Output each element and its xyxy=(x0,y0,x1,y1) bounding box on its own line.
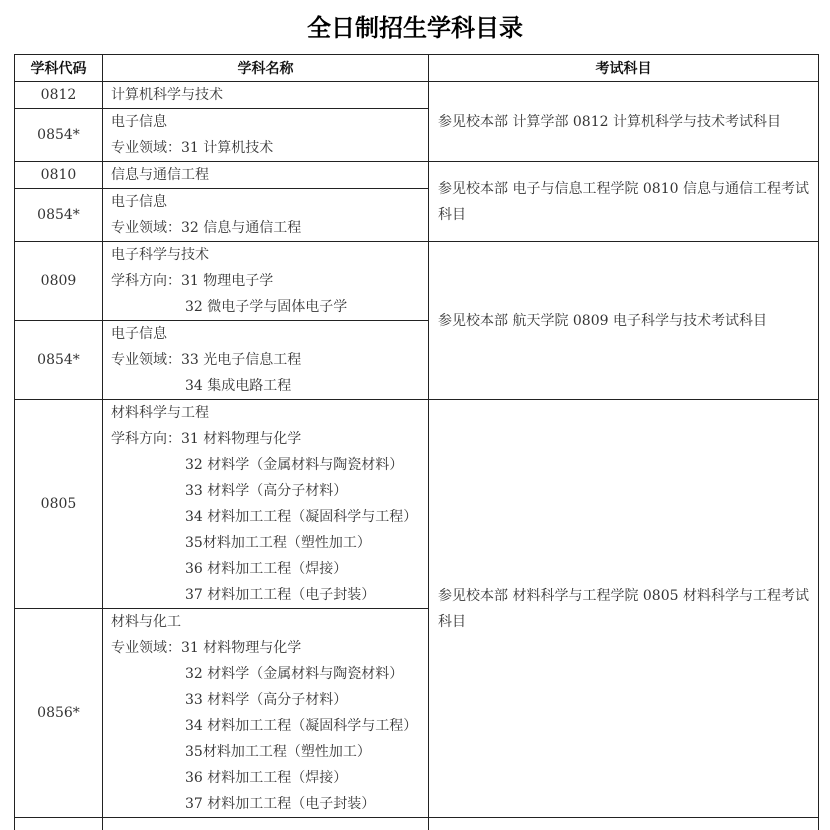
discipline-code: 0809 xyxy=(15,242,103,321)
discipline-table xyxy=(14,54,819,830)
discipline-line: 34 材料加工工程（凝固科学与工程） xyxy=(111,504,428,530)
discipline-line: 32 材料学（金属材料与陶瓷材料） xyxy=(111,452,428,478)
exam-subjects: 参见校本部 电子与信息工程学院 0810 信息与通信工程考试科目 xyxy=(429,162,819,242)
discipline-line: 32 微电子学与固体电子学 xyxy=(111,294,428,320)
table-row xyxy=(15,242,819,321)
discipline-line: 34 集成电路工程 xyxy=(111,373,428,399)
header-code: 学科代码 xyxy=(15,55,103,82)
table-row xyxy=(15,162,819,189)
discipline-line: 电子科学与技术 xyxy=(111,242,428,268)
discipline-line: 35材料加工工程（塑性加工） xyxy=(111,739,428,765)
discipline-line: 33 材料学（高分子材料） xyxy=(111,478,428,504)
page-title: 全日制招生学科目录 xyxy=(0,8,830,43)
discipline-name xyxy=(103,162,429,189)
exam-subjects: 参见校本部 计算学部 0812 计算机科学与技术考试科目 xyxy=(429,82,819,162)
discipline-line: 学科方向：31 材料物理与化学 xyxy=(111,426,428,452)
discipline-line: 35材料加工工程（塑性加工） xyxy=(111,530,428,556)
discipline-line: 材料与化工 xyxy=(111,609,428,635)
discipline-line: 32 材料学（金属材料与陶瓷材料） xyxy=(111,661,428,687)
discipline-line: 37 材料加工工程（电子封装） xyxy=(111,791,428,817)
table-row xyxy=(15,400,819,609)
discipline-name xyxy=(103,189,429,242)
discipline-line: 36 材料加工工程（焊接） xyxy=(111,765,428,791)
discipline-line: 电子信息 xyxy=(111,189,428,215)
discipline-name xyxy=(103,609,429,818)
header-exam: 考试科目 xyxy=(429,55,819,82)
discipline-code: 0810 xyxy=(15,162,103,189)
discipline-name xyxy=(103,242,429,321)
exam-subjects: 参见校本部 材料科学与工程学院 0805 材料科学与工程考试科目 xyxy=(429,400,819,818)
discipline-line: 信息与通信工程 xyxy=(111,162,428,188)
discipline-line: 36 材料加工工程（焊接） xyxy=(111,556,428,582)
discipline-name xyxy=(103,400,429,609)
discipline-name xyxy=(103,321,429,400)
discipline-line: 计算机科学与技术 xyxy=(111,82,428,108)
discipline-name xyxy=(103,82,429,109)
discipline-line: 33 材料学（高分子材料） xyxy=(111,687,428,713)
discipline-name xyxy=(103,109,429,162)
discipline-code: 0856* xyxy=(15,609,103,818)
empty-cell xyxy=(15,818,103,830)
discipline-code: 0812 xyxy=(15,82,103,109)
discipline-code: 0854* xyxy=(15,189,103,242)
discipline-line: 电子信息 xyxy=(111,109,428,135)
exam-subjects: 参见校本部 航天学院 0809 电子科学与技术考试科目 xyxy=(429,242,819,400)
table-row-partial xyxy=(15,818,819,830)
discipline-line: 专业领域：31 材料物理与化学 xyxy=(111,635,428,661)
empty-cell xyxy=(103,818,429,830)
discipline-line: 专业领域：31 计算机技术 xyxy=(111,135,428,161)
header-name: 学科名称 xyxy=(103,55,429,82)
discipline-line: 专业领域：32 信息与通信工程 xyxy=(111,215,428,241)
table-header-row xyxy=(15,55,819,82)
discipline-code: 0854* xyxy=(15,109,103,162)
discipline-line: 电子信息 xyxy=(111,321,428,347)
discipline-line: 材料科学与工程 xyxy=(111,400,428,426)
discipline-code: 0805 xyxy=(15,400,103,609)
discipline-line: 34 材料加工工程（凝固科学与工程） xyxy=(111,713,428,739)
empty-cell xyxy=(429,818,819,830)
discipline-line: 专业领域：33 光电子信息工程 xyxy=(111,347,428,373)
discipline-code: 0854* xyxy=(15,321,103,400)
discipline-line: 37 材料加工工程（电子封装） xyxy=(111,582,428,608)
table-row xyxy=(15,82,819,109)
discipline-line: 学科方向：31 物理电子学 xyxy=(111,268,428,294)
